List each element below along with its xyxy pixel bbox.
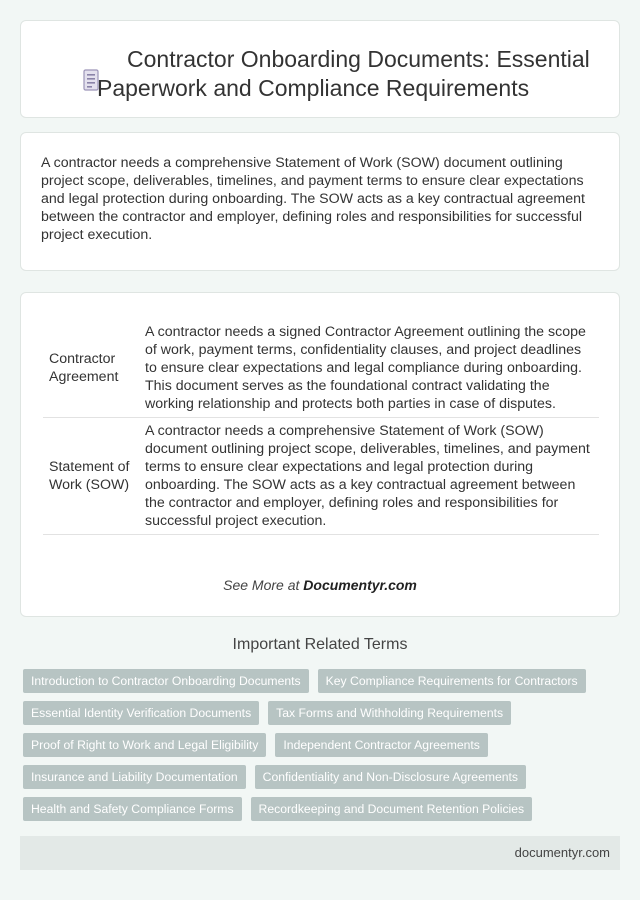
document-description: A contractor needs a signed Contractor Agreement outlining the scope of work, payment terms, confidentiality clauses, and project deadlines to ensure clear expectations and legal compliance during onboarding. This document serves as the foundational contract validating the working relationship and protects both parties in case of disputes.: [139, 319, 599, 418]
document-description: A contractor needs a comprehensive Statement of Work (SOW) document outlining project scope, deliverables, timelines, and payment terms to ensure clear expectations and legal protection during onboarding. The SOW acts as a key contractual agreement between the contractor and employer, defining roles and responsibilities for successful project execution.: [139, 418, 599, 535]
related-term-tag[interactable]: Tax Forms and Withholding Requirements: [268, 701, 511, 725]
table-row: [43, 418, 599, 535]
see-more-link[interactable]: Documentyr.com: [303, 577, 417, 593]
table-row: [43, 319, 599, 418]
see-more-line: [21, 577, 619, 593]
related-term-tag[interactable]: Insurance and Liability Documentation: [23, 765, 246, 789]
page-title: Contractor Onboarding Documents: Essential Paperwork and Compliance Requirements: [97, 46, 590, 101]
footer-site-link[interactable]: documentyr.com: [514, 845, 610, 860]
related-term-tag[interactable]: Independent Contractor Agreements: [275, 733, 487, 757]
documents-card: [20, 292, 620, 617]
document-name: Statement of Work (SOW): [43, 418, 139, 535]
see-more-prefix: See More at: [223, 577, 300, 593]
related-term-tag[interactable]: Introduction to Contractor Onboarding Documents: [23, 669, 309, 693]
intro-paragraph: A contractor needs a comprehensive Statement of Work (SOW) document outlining project scope, deliverables, timelines, and payment terms to ensure clear expectations and legal protection during onboarding. The SOW acts as a key contractual agreement between the contractor and employer, defining roles and responsibilities for successful project execution.: [41, 155, 585, 243]
related-term-tag[interactable]: Health and Safety Compliance Forms: [23, 797, 242, 821]
related-term-tag[interactable]: Key Compliance Requirements for Contractors: [318, 669, 586, 693]
related-term-tag[interactable]: Confidentiality and Non-Disclosure Agreements: [255, 765, 526, 789]
related-terms-heading: Important Related Terms: [232, 636, 408, 653]
related-term-tag[interactable]: Proof of Right to Work and Legal Eligibility: [23, 733, 266, 757]
related-term-tag[interactable]: Recordkeeping and Document Retention Policies: [251, 797, 533, 821]
document-name: Contractor Agreement: [43, 319, 139, 418]
related-term-tag[interactable]: Essential Identity Verification Documents: [23, 701, 259, 725]
intro-card: [20, 132, 620, 271]
documents-table: [43, 319, 599, 535]
title-card: [20, 20, 620, 118]
footer-bar: [20, 836, 620, 870]
related-terms-list: [23, 669, 623, 821]
